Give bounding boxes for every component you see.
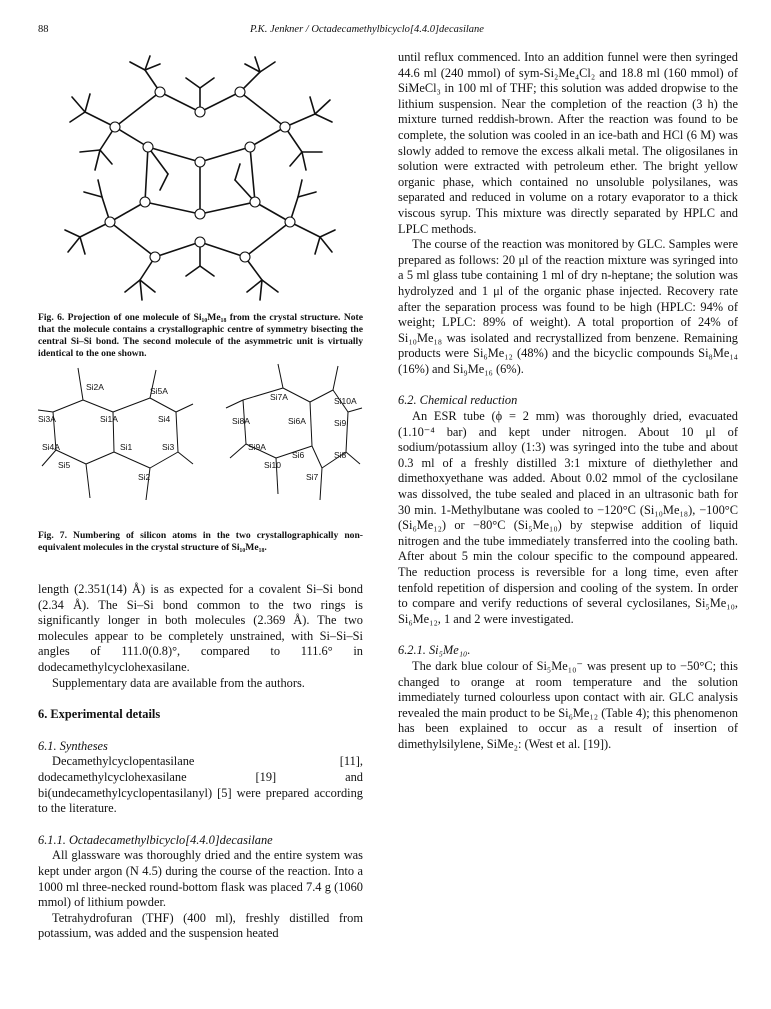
label-si3: Si3 xyxy=(162,442,175,452)
right-paragraph-reflux: until reflux commenced. Into an addition funnel were then syringed 44.6 ml (240 mmol) of sym-Si₂Me₄Cl₂ and 18.8 ml (160 mmol) of SiMeCl₃ in 100 ml of THF; this solution was added dropwise to the lithium suspension. Near the completion of the reaction (3 h) the mixture turned reddish-brown. After the reaction was found to be complete, the solution was cooled in an ice-bath and HCl (6 M) was slowly added to remove the excess alkali metal. The oligosilanes in solution were extracted with petroleum ether. The bright yellow organic phase, which contained no unsoluble polysilanes, was separated and reduced in volume on a rotary evaporator to a thick viscous syrup. This mixture was directly separated by HPLC and LPLC methods. xyxy=(398,50,738,236)
right-paragraph-glc: The course of the reaction was monitored by GLC. Samples were prepared as follows: 20 μl of the reaction mixture was syringed into a 5 ml glass tube containing 1 ml of dry n-heptane; the solution was hydrolyzed and 1 μl of the organic phase injected. Recovery rate after the separation process was found to be high (HPLC: 94% of weight; LPLC: 89% of weight). A total proportion of 24% of Si₁₀Me₁₈ was isolated and recrystallized from benzene. Remaining products were Si₆Me₁₂ (48%) and the bicyclic compounds Si₈Me₁₄ (16%) and Si₉Me₁₆ (6%). xyxy=(398,237,738,376)
label-si9: Si9 xyxy=(334,418,347,428)
subsection-heading-octadecamethyl: 6.1.1. Octadecamethylbicyclo[4.4.0]decasilane xyxy=(38,832,273,847)
label-si2: Si2 xyxy=(138,472,151,482)
label-si4: Si4 xyxy=(158,414,171,424)
fig7-numbering-drawing xyxy=(38,360,363,520)
page-number: 88 xyxy=(38,24,49,35)
label-si9a: Si9A xyxy=(248,442,266,452)
label-si4a: Si4A xyxy=(42,442,60,452)
label-si1: Si1 xyxy=(120,442,133,452)
left-paragraph-thf: Tetrahydrofuran (THF) (400 ml), freshly distilled from potassium, was added and the suspension heated xyxy=(38,910,363,941)
label-si2a: Si2A xyxy=(86,382,104,392)
left-column-text xyxy=(38,582,363,942)
label-si7: Si7 xyxy=(306,472,319,482)
left-paragraph-supplementary: Supplementary data are available from the authors. xyxy=(52,675,305,690)
label-si1a: Si1A xyxy=(100,414,118,424)
label-si8: Si8 xyxy=(334,450,347,460)
subsection-heading-chemical-reduction: 6.2. Chemical reduction xyxy=(398,393,518,408)
running-title: P.K. Jenkner / Octadecamethylbicyclo[4.4.0]decasilane xyxy=(250,24,484,35)
label-si5a: Si5A xyxy=(150,386,168,396)
left-paragraph-syntheses: Decamethylcyclopentasilane [11], dodecamethylcyclohexasilane [19] and bi(undecamethylcyclopentasilanyl) [5] were prepared according to the literature. xyxy=(38,754,363,816)
label-si6a: Si6A xyxy=(288,416,306,426)
left-paragraph-glassware: All glassware was thoroughly dried and the entire system was kept under argon (N 4.5) during the course of the reaction. Into a 1000 ml three-necked round-bottom flask was placed 7.4 g (1060 mmol) of lithium powder. xyxy=(38,848,363,910)
fig6-molecule-drawing xyxy=(40,52,362,308)
label-si10a: Si10A xyxy=(334,396,357,406)
section-heading-experimental: 6. Experimental details xyxy=(38,707,161,722)
page-header xyxy=(38,24,738,40)
fig6-caption: Fig. 6. Projection of one molecule of Si₁₀Me₁₈ from the crystal structure. Note that the molecule contains a crystallographic centre of symmetry bisecting the central Si–Si bond. The second molecule of the asymmetric unit is virtually identical to the one shown. xyxy=(38,312,363,359)
label-si6: Si6 xyxy=(292,450,305,460)
label-si3a: Si3A xyxy=(38,414,56,424)
left-paragraph-bond-length: length (2.351(14) Å) is as expected for a covalent Si–Si bond (2.34 Å). The Si–Si bond common to the two rings is significantly longer in both molecules (2.369 Å). The two molecules appear to be completely unstrained, with Si–Si–Si angles of 111.0(0.8)°, compared to 111.6° in dodecamethylcyclohexasilane. xyxy=(38,582,363,674)
subsection-heading-si5me10: 6.2.1. Si₅Me₁₀. xyxy=(398,643,471,658)
right-column-text xyxy=(398,50,738,753)
label-si10: Si10 xyxy=(264,460,282,470)
subsection-heading-syntheses: 6.1. Syntheses xyxy=(38,738,108,753)
label-si5: Si5 xyxy=(58,460,71,470)
right-paragraph-esr: An ESR tube (ϕ = 2 mm) was thoroughly dried, evacuated (1.10⁻⁴ bar) and kept under nitrogen. About 10 μl of sodium/potassium alloy (1:3) was syringed into the tube and about 0.3 ml of a freshly distilled 3:1 mixture of diethylether and dimethoxyethane was added. About 0.02 mmol of the cyclosilane was dissolved, the tube sealed and placed in an ultrasonic bath for 30 min. 1-Methylbutane was cooled to −120°C (Si₁₀Me₁₈), −100°C (Si₆Me₁₂) or −80°C (Si₅Me₁₀) by stepwise addition of liquid nitrogen and the tube immediately transferred into the cooling bath. After about 5 min the colour specific to the compound appeared. The reduction process is reversible for a long time, even after tenfold repetition of dispersion and cooling of the system. In order to compare and verify reductions of several cyclosilanes, Si₅Me₁₀, Si₆Me₁₂, 1 and 2 were investigated. xyxy=(398,409,738,626)
fig7-caption: Fig. 7. Numbering of silicon atoms in the two crystallographically non-equivalent molecules in the crystal structure of Si₁₀Me₁₈. xyxy=(38,530,363,553)
label-si8a: Si8A xyxy=(232,416,250,426)
right-paragraph-dark-blue: The dark blue colour of Si₅Me₁₀⁻ was present up to −50°C; this changed to orange at room temperature and the solution immediately turned colourless upon contact with air. GLC analysis revealed the main product to be Si₆Me₁₂ (Table 4); this phenomenon has been explained to occur as a result of insertion of dimethylsilylene, SiMe₂: (West et al. [19]). xyxy=(398,658,738,751)
label-si7a: Si7A xyxy=(270,392,288,402)
